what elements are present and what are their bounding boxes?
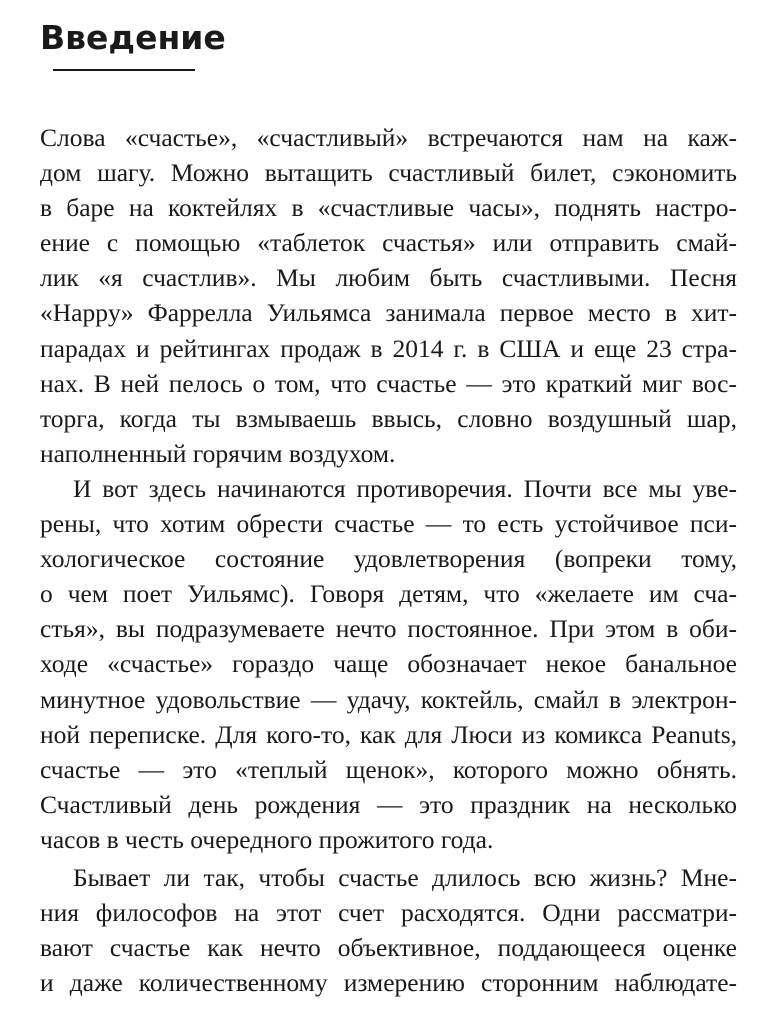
paragraph-2: [40, 471, 737, 857]
text-line: парадах и рейтингах продаж в 2014 г. в США и еще 23 стра-: [40, 333, 737, 363]
text-line: наполненный горячим воздухом.: [40, 438, 396, 468]
text-line: ния философов на этот счет расходятся. Одни рассматри-: [40, 898, 737, 928]
text-line: ной переписке. Для кого-то, как для Люси из комикса Peanuts,: [40, 719, 737, 749]
chapter-body: [40, 120, 737, 1000]
text-line: счастье — это «теплый щенок», которого можно обнять.: [40, 754, 737, 784]
text-line: рены, что хотим обрести счастье — то есть устойчивое пси-: [40, 509, 737, 539]
text-line: «Happy» Фаррелла Уильямса занимала первое место в хит-: [40, 298, 737, 328]
text-line: и даже количественному измерению сторонним наблюдате-: [40, 968, 737, 998]
text-line: нах. В ней пелось о том, что счастье — это краткий миг вос-: [40, 368, 737, 398]
paragraph-1: [40, 120, 737, 471]
title-underline: [53, 69, 195, 71]
text-line: лик «я счастлив». Мы любим быть счастливыми. Песня: [40, 263, 737, 293]
chapter-title: Введение: [40, 18, 226, 57]
text-line: торга, когда ты взмываешь ввысь, словно воздушный шар,: [40, 403, 737, 433]
text-line: ходе «счастье» гораздо чаще обозначает некое банальное: [40, 649, 737, 679]
text-line: дом шагу. Можно вытащить счастливый билет, сэкономить: [40, 158, 737, 188]
text-line: Счастливый день рождения — это праздник на несколько: [40, 789, 737, 819]
text-line: вают счастье как нечто объективное, поддающееся оценке: [40, 933, 737, 963]
text-line: хологическое состояние удовлетворения (вопреки тому,: [40, 544, 737, 574]
text-line: И вот здесь начинаются противоречия. Почти все мы уве-: [73, 473, 737, 503]
paragraph-3: [40, 860, 737, 1000]
text-line: о чем поет Уильямс). Говоря детям, что «желаете им сча-: [40, 579, 737, 609]
text-line: часов в честь очередного прожитого года.: [40, 824, 494, 854]
text-line: ение с помощью «таблеток счастья» или отправить смай-: [40, 228, 737, 258]
text-line: стья», вы подразумеваете нечто постоянное. При этом в оби-: [40, 614, 737, 644]
text-line: Бывает ли так, чтобы счастье длилось всю жизнь? Мне-: [73, 862, 737, 892]
text-line: минутное удовольствие — удачу, коктейль, смайл в электрон-: [40, 684, 737, 714]
text-line: в баре на коктейлях в «счастливые часы», поднять настро-: [40, 193, 737, 223]
text-line: Слова «счастье», «счастливый» встречаются нам на каж-: [40, 123, 737, 152]
